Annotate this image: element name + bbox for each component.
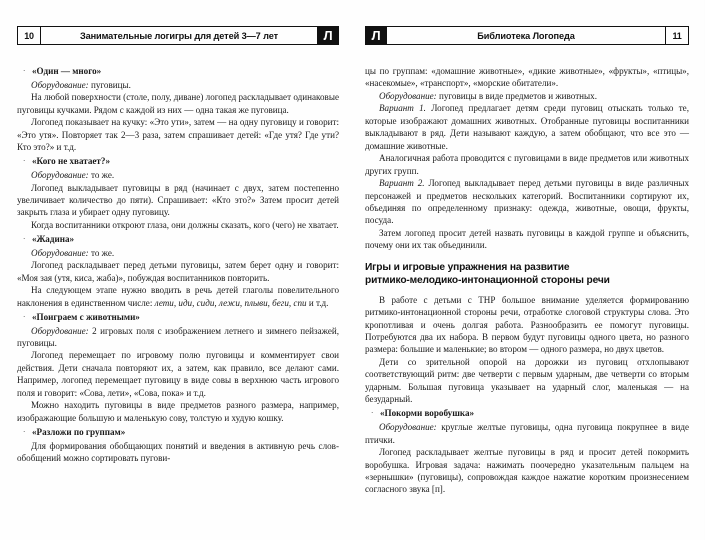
section-heading-line-1: Игры и игровые упражнения на развитие [365, 261, 570, 273]
equipment-line [17, 325, 339, 350]
paragraph: В работе с детьми с ТНР большое внимание уделяется формированию ритмико-интонационной стороны речи, отработке слоговой структуры слова. Это кропотливая и очень долгая работа. Разнообразить ее помогут пуговицы. Потребуются два их набора. В первом будут пуговицы одного цвета, но разного размера: большие и маленькие; во втором — одного размера, но двух цветов. [365, 294, 689, 355]
left-running-head [17, 26, 339, 45]
bullet-dot-icon: · [23, 67, 26, 75]
equipment-line [17, 169, 339, 181]
paragraph: На любой поверхности (столе, полу, диване) логопед раскладывает одинаковые пуговицы кучками. Рядом с каждой из них — одна такая же пуговица. [17, 92, 339, 115]
paragraph: Аналогичная работа проводится с пуговицами в виде предметов или животных других групп. [365, 153, 689, 176]
variant-text: Логопед выкладывает перед детьми пуговицы в виде различных персонажей и предметов нескольких категорий. Воспитанники сортируют их, объединяя по определенному признаку: одежда, животные, овощи, фрукты, посуда. [365, 178, 689, 226]
equipment-value: то же. [88, 247, 115, 258]
paragraph-with-italic-verbs [17, 284, 339, 309]
list-item [17, 65, 339, 77]
equipment-value: 2 игровых поля с изображением летнего и зимнего пейзажей, пуговицы. [17, 325, 339, 349]
paragraph-part-a: На следующем этапе нужно вводить в речь детей глаголы повелительного наклонения в единственном числе: [17, 285, 339, 308]
game-title: «Покорми воробушка» [380, 408, 475, 419]
left-column-body [17, 65, 339, 465]
equipment-line [17, 247, 339, 259]
left-running-title: Занимательные логигры для детей 3—7 лет [79, 30, 279, 41]
equipment-line [17, 79, 339, 91]
equipment-label: Оборудование: [31, 325, 89, 336]
right-page [352, 0, 704, 540]
equipment-line [365, 421, 689, 446]
equipment-label: Оборудование: [379, 90, 437, 101]
game-title: «Поиграем с животными» [32, 311, 140, 322]
list-item [17, 233, 339, 245]
equipment-value: пуговицы. [88, 79, 131, 90]
game-title: «Кого не хватает?» [32, 156, 110, 167]
paragraph: Логопед раскладывает желтые пуговицы в ряд и просит детей покормить воробушка. Игровая задача: нажимать поочередно указательным пальцем на «зернышки» (пуговицы), сопровождая каждое нажатие коротким произнесением согласного звука [п]. [365, 447, 689, 495]
paragraph-continued: цы по группам: «домашние животные», «дикие животные», «фрукты», «птицы», «насекомые», «транспорт», «морские обитатели». [365, 66, 689, 89]
equipment-line [365, 90, 689, 102]
variant-label: Вариант 2. [379, 178, 425, 189]
equipment-label: Оборудование: [31, 170, 89, 181]
paragraph: Затем логопед просит детей назвать пуговицы в каждой группе и объяснить, почему они их так объединили. [365, 227, 689, 251]
bullet-dot-icon: · [23, 312, 26, 321]
list-item [365, 407, 689, 419]
equipment-value: пуговицы в виде предметов и животных. [436, 90, 597, 101]
italic-verb-list: лети, иди, сиди, лежи, плыви, беги, спи [154, 297, 307, 308]
left-page [0, 0, 352, 540]
variant-text: Логопед предлагает детям среди пуговиц отыскать только те, которые изображают домашних животных. Отобранные пуговицы воспитанники выкладывают в ряд. Дети называют каждую, а затем обобщают, что все это — домашние животные. [365, 103, 689, 151]
bullet-dot-icon: · [371, 409, 374, 418]
equipment-label: Оборудование: [379, 422, 437, 433]
right-page-number: 11 [665, 27, 688, 44]
right-running-title: Библиотека Логопеда [477, 30, 575, 41]
bullet-dot-icon: · [23, 157, 26, 166]
paragraph: Можно находить пуговицы в виде предметов разного размера, например, изображающие большую и маленькую сову, толстую и худую кошку. [17, 400, 339, 423]
section-heading-line-2: ритмико-мелодико-интонационной стороны речи [365, 275, 610, 287]
game-title: «Один — много» [32, 66, 102, 76]
paragraph: Логопед раскладывает перед детьми пуговицы, затем берет одну и говорит: «Моя зая (утя, киса, жаба)», побуждая воспитанников повторить. [17, 260, 339, 283]
equipment-label: Оборудование: [31, 247, 89, 258]
paragraph: Логопед выкладывает пуговицы в ряд (начинает с двух, затем постепенно увеличивает количество до пяти). Спрашивает: «Кто это?» Затем просит детей закрыть глаза и убирает одну пуговицу. [17, 182, 339, 218]
bullet-dot-icon: · [23, 234, 26, 243]
paragraph-part-b: и т.д. [306, 297, 329, 308]
equipment-value: то же. [88, 170, 115, 181]
paragraph: Логопед перемещает по игровому полю пуговицы и комментирует свои действия. Дети сначала повторяют их, а затем, как правило, все делают сами. Например, логопед перемещает пуговицу в виде совы в верхнюю часть игрового поля и говорит: «Сова, лети», «Сова, пока» и т.д. [17, 350, 339, 398]
game-title: «Разложи по группам» [32, 426, 126, 437]
left-page-number: 10 [18, 27, 41, 44]
paragraph: Логопед показывает на кучку: «Это ути», затем — на одну пуговицу и говорит: «Это утя». Повторяет так 2—3 раза, затем спрашивает детей: «Где утя? Где ути? Кто это?» и т.д. [17, 117, 339, 153]
publisher-mark-icon: Л [317, 27, 338, 44]
paragraph: Для формирования обобщающих понятий и введения в активную речь слов-обобщений можно сортировать пугови- [17, 440, 339, 464]
paragraph: Дети со зрительной опорой на дорожки из пуговиц отхлопывают соответствующий ритм: две четверти с первым ударным, две четверти со вторым ударным. Большая пуговица указывает на ударный слог, маленькая — на безударный. [365, 356, 689, 405]
list-item [17, 426, 339, 438]
bullet-dot-icon: · [23, 427, 26, 436]
variant-paragraph [365, 102, 689, 152]
right-column-body [365, 65, 689, 496]
game-title: «Жадина» [32, 233, 75, 244]
variant-label: Вариант 1. [379, 103, 426, 114]
equipment-value: круглые желтые пуговицы, одна пуговица покрупнее в виде птички. [365, 422, 689, 445]
list-item [17, 155, 339, 167]
paragraph: Когда воспитанники откроют глаза, они должны сказать, кого (чего) не хватает. [31, 219, 339, 230]
publisher-mark-icon: Л [366, 27, 387, 44]
section-heading [365, 261, 689, 288]
list-item [17, 311, 339, 323]
equipment-label: Оборудование: [31, 79, 89, 90]
right-running-head [365, 26, 689, 45]
variant-paragraph [365, 177, 689, 227]
